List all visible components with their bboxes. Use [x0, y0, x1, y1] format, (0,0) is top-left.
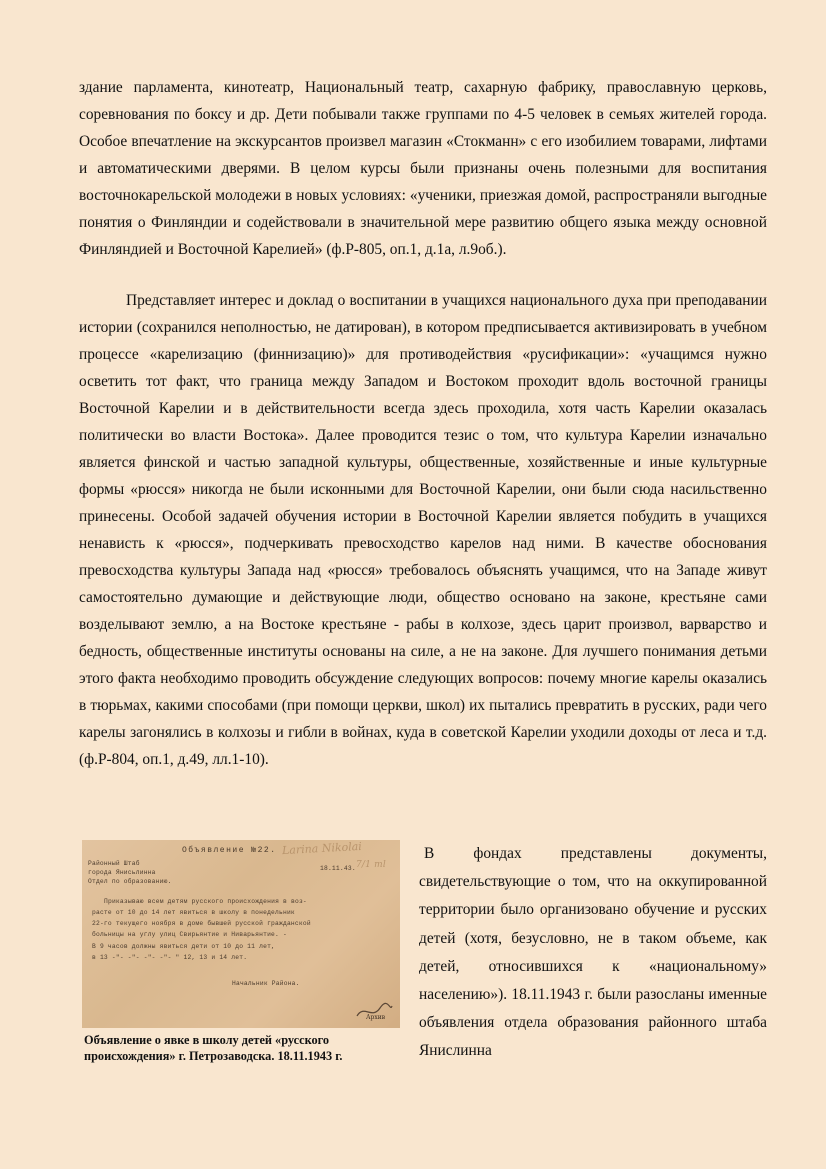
- doc-signature-title: Начальник Района.: [232, 980, 300, 987]
- paragraph-2: Представляет интерес и доклад о воспитании в учащихся национального духа при преподавании истории (сохранился неполностью, не датирован), в котором предписывается активизировать в учебном процессе «карелизацию (финнизацию)» для противодействия «русификации»: «учащимся нужно осветить тот факт, что граница между Западом и Востоком проходит вдоль восточной границы Восточной Карелии и в действительности всегда здесь проходила, хотя часть Карелии оказалась политически во власти Востока». Далее проводится тезис о том, что культура Карелии изначально является финской и частью западной культуры, общественные, хозяйственные и иные культурные формы «рюсся» никогда не были исконными для Восточной Карелии, они были сюда насильственно принесены. Особой задачей обучения истории в Восточной Карелии является побудить в учащихся ненависть к «рюсся», подчеркивать превосходство карелов над ними. В качестве обоснования превосходства культуры Запада над «рюсся» требовалось объяснять учащимся, что на Западе живут самостоятельно думающие и действующие люди, общество основано на законе, крестьяне сами возделывают землю, а на Востоке крестьяне - рабы в колхозе, здесь царит произвол, варварство и бедность, общественные институты основаны на силе, а не на законе. Для лучшего понимания детьми этого факта необходимо проводить обсуждение следующих вопросов: почему многие карелы оказались в тюрьмах, какими способами (при помощи церкви, школ) их пытались превратить в русских, ради чего карелы загонялись в колхозы и гибли в войнах, куда в советской Карелии уходили доходы от леса и т.д. (ф.Р-804, оп.1, д.49, лл.1-10).: [79, 292, 767, 768]
- archive-stamp-text: Архив: [366, 1014, 386, 1021]
- doc-body-line: в 13 -"- -"- -"- -"- " 12, 13 и 14 лет.: [92, 954, 248, 961]
- handwritten-date: 7/1 ml: [356, 860, 386, 870]
- doc-header-line-1: Районный Штаб: [88, 860, 140, 867]
- doc-body-line: 22-го текущего ноября в доме бывшей русской гражданской: [92, 920, 311, 927]
- doc-body-line: больницы на углу улиц Свирьянтие и Ниварьянтие. -: [92, 931, 287, 938]
- paragraph-1: здание парламента, кинотеатр, Национальный театр, сахарную фабрику, православную церковь, соревнования по боксу и др. Дети побывали также группами по 4-5 человек в семьях жителей города. Особое впечатление на экскурсантов произвел магазин «Стокманн» с его изобилием товарами, лифтами и автоматическими дверями. В целом курсы были признаны очень полезными для воспитания восточнокарельской молодежи в новых условиях: «ученики, приезжая домой, распространяли выгодные понятия о Финляндии и содействовали в значительной мере развитию общего языка между основной Финляндией и Восточной Карелией» (ф.Р-805, оп.1, д.1а, л.9об.).: [79, 79, 767, 258]
- doc-date: 18.11.43.: [320, 865, 356, 872]
- doc-body-line: Приказываю всем детям русского происхождения в воз-: [104, 898, 307, 905]
- archive-stamp-icon: [354, 1002, 394, 1022]
- doc-header-line-3: Отдел по образованию.: [88, 878, 172, 885]
- figure-caption: Объявление о явке в школу детей «русского происхождения» г. Петрозаводска. 18.11.1943 г.: [84, 1033, 343, 1063]
- archival-document-image: [82, 840, 400, 1028]
- doc-header-line-2: города Янисьлинна: [88, 869, 156, 876]
- doc-body-line: В 9 часов должны явиться дети от 10 до 11 лет,: [92, 943, 276, 950]
- doc-title: Объявление №22.: [182, 846, 277, 855]
- doc-body-line: расте от 10 до 14 лет явиться в школу в понедельник: [92, 909, 295, 916]
- paragraph-3: В фондах представлены документы, свидетельствующие о том, что на оккупированной территории было организовано обучение и русских детей (хотя, безусловно, не в таком объеме, как детей, относившихся к «национальному» населению»). 18.11.1943 г. были разосланы именные объявления отдела образования районного штаба Янислинна: [419, 845, 767, 1060]
- handwritten-note: Larina Nikolai: [281, 840, 363, 858]
